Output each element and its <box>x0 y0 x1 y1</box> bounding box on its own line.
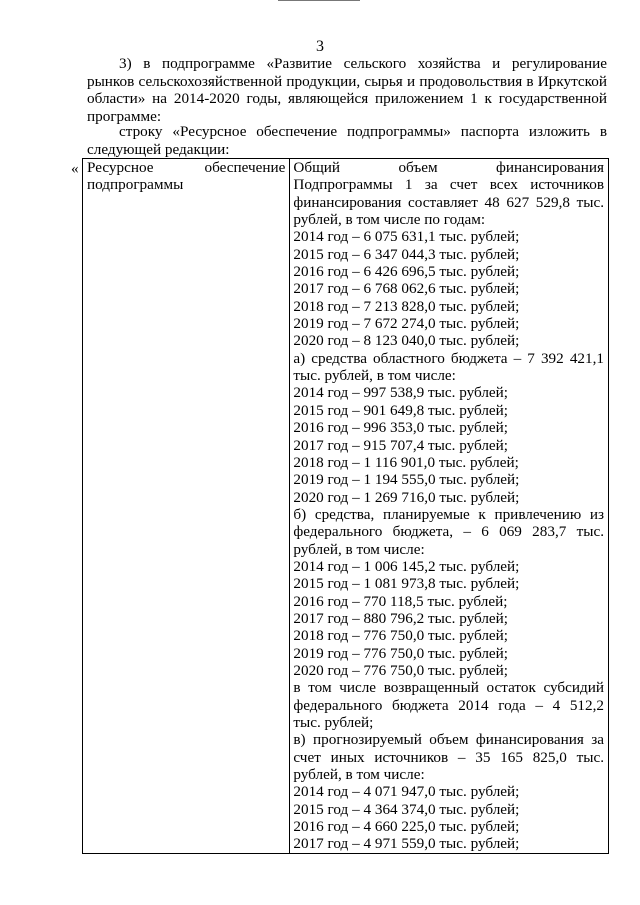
left-cell-line: Ресурсное обеспечение <box>87 159 286 176</box>
right-cell-line: 2017 год – 4 971 559,0 тыс. рублей; <box>293 835 520 853</box>
right-cell-line: рублей, в том числе: <box>293 540 425 558</box>
instruction-line: следующей редакции: <box>87 140 230 158</box>
right-cell-line: 2015 год – 901 649,8 тыс. рублей; <box>293 401 508 419</box>
intro-line: области» на 2014-2020 годы, являющейся приложением 1 к государственной <box>87 90 607 107</box>
page-number: 3 <box>316 38 324 55</box>
right-cell-line: 2016 год – 770 118,5 тыс. рублей; <box>293 592 508 610</box>
right-cell-line: рублей, в том числе по годам: <box>293 211 486 229</box>
left-cell <box>83 159 290 854</box>
right-cell-line: 2018 год – 776 750,0 тыс. рублей; <box>293 627 508 645</box>
right-cell-line: в) прогнозируемый объем финансирования за <box>293 731 604 749</box>
right-cell-line: 2017 год – 6 768 062,6 тыс. рублей; <box>293 280 520 298</box>
right-cell-line: 2014 год – 6 075 631,1 тыс. рублей; <box>293 228 520 246</box>
right-cell-line: рублей, в том числе: <box>293 766 425 784</box>
right-cell-line: 2018 год – 7 213 828,0 тыс. рублей; <box>293 297 520 315</box>
right-cell-line: 2020 год – 1 269 716,0 тыс. рублей; <box>293 488 520 506</box>
right-cell-line: 2020 год – 8 123 040,0 тыс. рублей; <box>293 332 520 350</box>
right-cell-line: 2018 год – 1 116 901,0 тыс. рублей; <box>293 453 519 471</box>
right-cell-line: федерального бюджета 2014 года – 4 512,2 <box>293 696 604 714</box>
open-quote: « <box>71 160 79 177</box>
instruction-line: строку «Ресурсное обеспечение подпрограммы» паспорта изложить в <box>119 123 607 140</box>
right-cell-line: 2015 год – 1 081 973,8 тыс. рублей; <box>293 575 520 593</box>
intro-paragraph <box>87 55 607 125</box>
right-cell-line: 2020 год – 776 750,0 тыс. рублей; <box>293 661 508 679</box>
right-cell-line: 2016 год – 6 426 696,5 тыс. рублей; <box>293 263 520 281</box>
right-cell-line: Подпрограммы 1 за счет всех источников <box>293 176 604 194</box>
left-cell-line: подпрограммы <box>87 176 184 194</box>
right-cell-line: 2019 год – 7 672 274,0 тыс. рублей; <box>293 315 520 333</box>
right-cell-line: 2019 год – 1 194 555,0 тыс. рублей; <box>293 471 520 489</box>
right-cell-line: тыс. рублей, в том числе: <box>293 367 456 385</box>
resource-table <box>82 158 609 854</box>
right-cell-line: 2019 год – 776 750,0 тыс. рублей; <box>293 644 508 662</box>
right-cell-line: 2015 год – 4 364 374,0 тыс. рублей; <box>293 800 520 818</box>
right-cell-line: 2014 год – 4 071 947,0 тыс. рублей; <box>293 783 520 801</box>
right-cell-line: 2017 год – 880 796,2 тыс. рублей; <box>293 609 508 627</box>
right-cell-line: 2016 год – 4 660 225,0 тыс. рублей; <box>293 818 520 836</box>
right-cell-line: а) средства областного бюджета – 7 392 421,1 <box>293 349 604 367</box>
right-cell-line: б) средства, планируемые к привлечению из <box>293 505 604 523</box>
right-cell-line: 2014 год – 1 006 145,2 тыс. рублей; <box>293 557 520 575</box>
right-cell-line: 2016 год – 996 353,0 тыс. рублей; <box>293 419 508 437</box>
right-cell-line: федерального бюджета, – 6 069 283,7 тыс. <box>293 523 604 541</box>
right-cell-line: финансирования составляет 48 627 529,8 тыс. <box>293 193 604 211</box>
instruction-paragraph <box>87 123 607 158</box>
right-cell-line: 2017 год – 915 707,4 тыс. рублей; <box>293 436 508 454</box>
right-cell-line: 2015 год – 6 347 044,3 тыс. рублей; <box>293 245 520 263</box>
right-cell-line: тыс. рублей; <box>293 714 374 731</box>
right-cell <box>290 159 609 854</box>
intro-line: программе: <box>87 107 162 125</box>
right-cell-line: в том числе возвращенный остаток субсидий <box>293 679 604 697</box>
intro-line: рынков сельскохозяйственной продукции, сырья и продовольствия в Иркутской <box>87 72 607 90</box>
right-cell-line: Общий объем финансирования <box>293 159 604 176</box>
right-cell-line: счет иных источников – 35 165 825,0 тыс. <box>293 748 604 766</box>
intro-line: 3) в подпрограмме «Развитие сельского хозяйства и регулирование <box>119 55 607 72</box>
top-rule <box>278 0 360 1</box>
right-cell-line: 2014 год – 997 538,9 тыс. рублей; <box>293 384 508 402</box>
table-row <box>83 159 609 854</box>
